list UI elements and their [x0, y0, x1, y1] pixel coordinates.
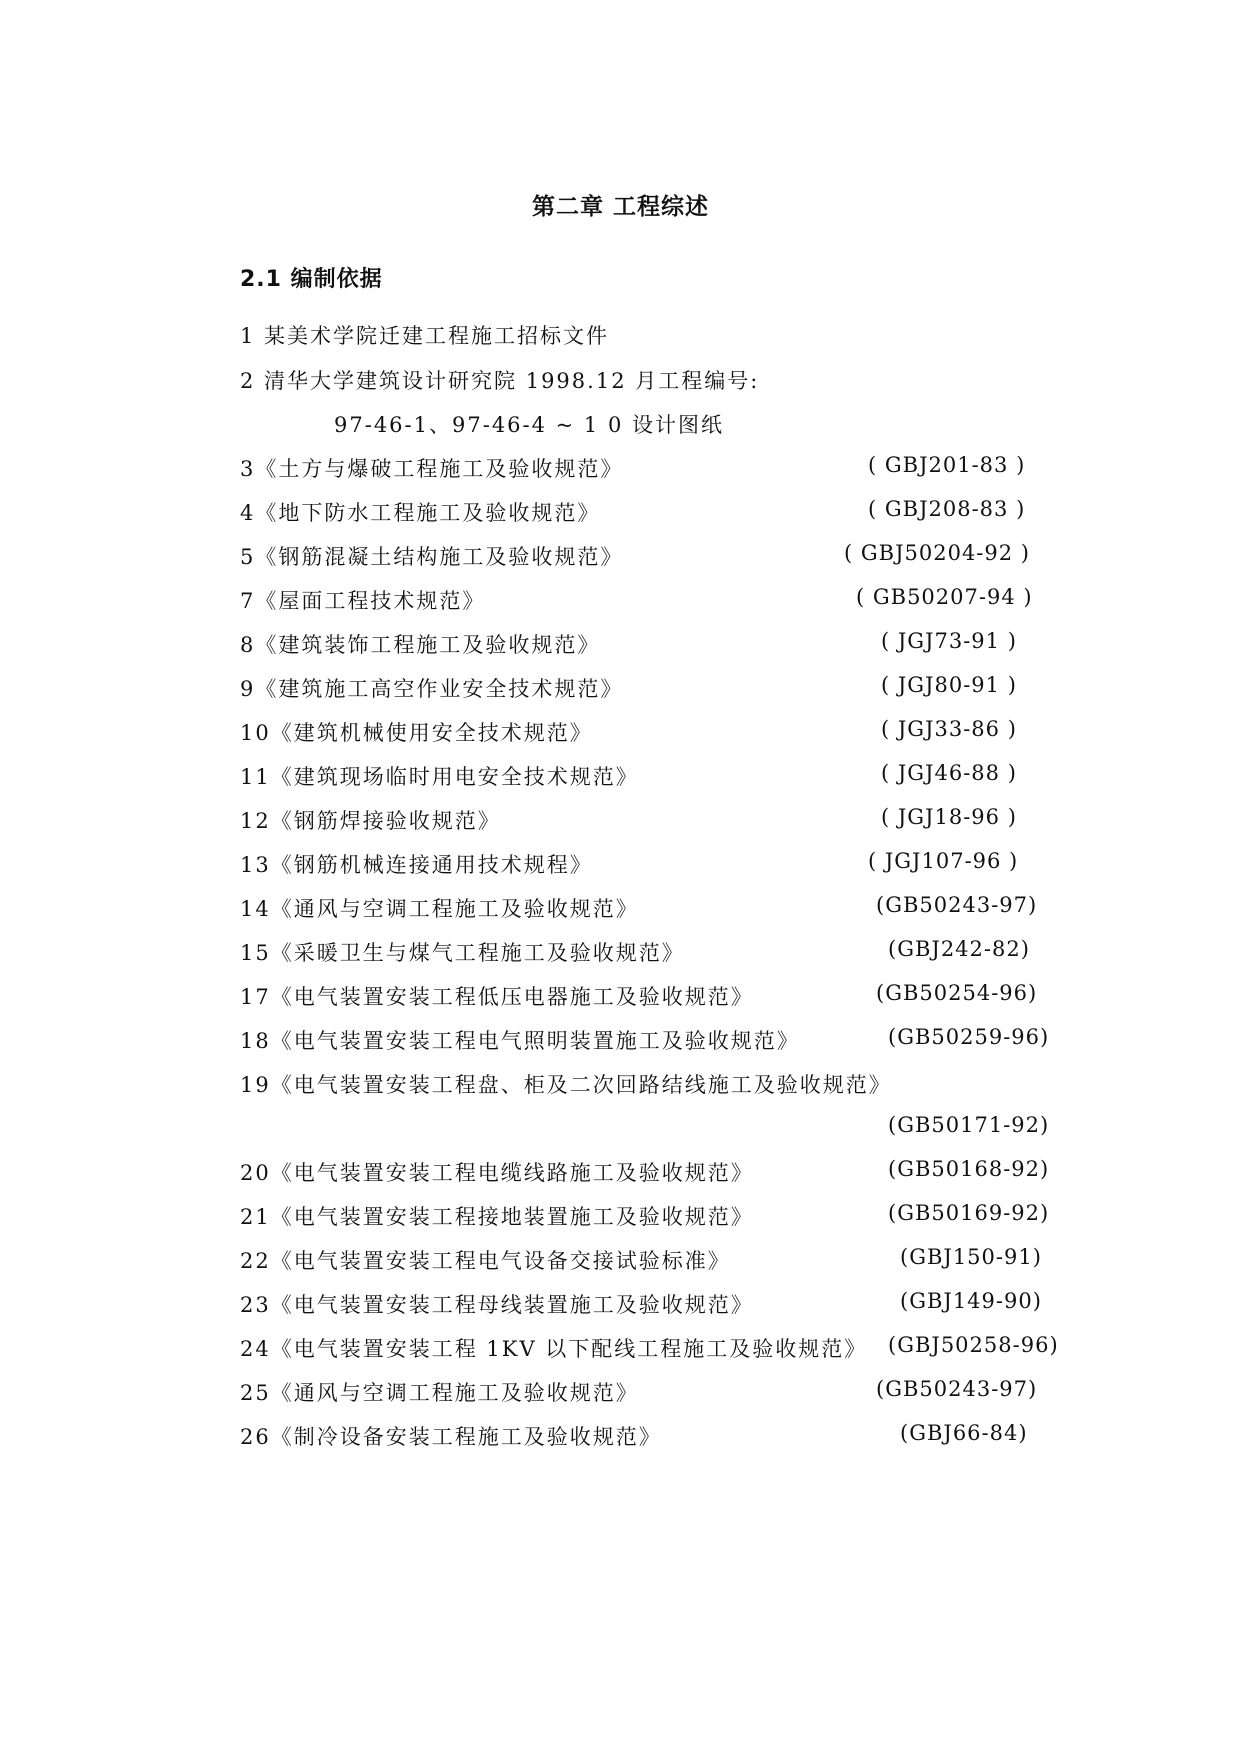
- reference-title: 7《屋面工程技术规范》: [240, 589, 486, 613]
- reference-title: 5《钢筋混凝土结构施工及验收规范》: [240, 545, 624, 569]
- reference-title: 3《土方与爆破工程施工及验收规范》: [240, 457, 624, 481]
- reference-title: 4《地下防水工程施工及验收规范》: [240, 501, 601, 525]
- reference-title: 1 某美术学院迁建工程施工招标文件: [240, 324, 610, 348]
- reference-title: 22《电气装置安装工程电气设备交接试验标准》: [240, 1249, 731, 1273]
- reference-item: [0, 1157, 1241, 1187]
- reference-item: [0, 1025, 1241, 1055]
- reference-item: [0, 893, 1241, 923]
- reference-title: 20《电气装置安装工程电缆线路施工及验收规范》: [240, 1161, 754, 1185]
- reference-item: [0, 981, 1241, 1011]
- reference-title: 19《电气装置安装工程盘、柜及二次回路结线施工及验收规范》: [240, 1073, 892, 1097]
- chapter-title: 第二章 工程综述: [531, 194, 709, 220]
- reference-title: 17《电气装置安装工程低压电器施工及验收规范》: [240, 985, 754, 1009]
- reference-title: 97-46-1、97-46-4 ~ 1 0 设计图纸: [334, 413, 725, 437]
- reference-title: 25《通风与空调工程施工及验收规范》: [240, 1381, 639, 1405]
- reference-item: [0, 1333, 1241, 1363]
- reference-item: [0, 409, 1241, 439]
- reference-code: ( JGJ80-91 ): [881, 673, 1017, 697]
- reference-title: 23《电气装置安装工程母线装置施工及验收规范》: [240, 1293, 754, 1317]
- reference-title: 18《电气装置安装工程电气照明装置施工及验收规范》: [240, 1029, 800, 1053]
- reference-title: 14《通风与空调工程施工及验收规范》: [240, 897, 639, 921]
- reference-code: ( JGJ18-96 ): [881, 805, 1017, 829]
- reference-item: [0, 1421, 1241, 1451]
- reference-title: 15《采暖卫生与煤气工程施工及验收规范》: [240, 941, 685, 965]
- reference-title: 26《制冷设备安装工程施工及验收规范》: [240, 1425, 662, 1449]
- reference-title: 8《建筑装饰工程施工及验收规范》: [240, 633, 601, 657]
- reference-item: [0, 365, 1241, 395]
- reference-item: [0, 761, 1241, 791]
- reference-code: (GBJ50258-96): [888, 1333, 1059, 1357]
- reference-title: 9《建筑施工高空作业安全技术规范》: [240, 677, 624, 701]
- reference-code: (GB50171-92): [888, 1113, 1050, 1137]
- reference-item: [0, 497, 1241, 527]
- reference-item: [0, 585, 1241, 615]
- reference-code: ( JGJ73-91 ): [881, 629, 1017, 653]
- reference-code: (GB50168-92): [888, 1157, 1050, 1181]
- reference-item: [0, 541, 1241, 571]
- reference-item: [0, 1069, 1241, 1099]
- reference-item: [0, 1289, 1241, 1319]
- reference-code: (GBJ242-82): [888, 937, 1030, 961]
- reference-title: 11《建筑现场临时用电安全技术规范》: [240, 765, 639, 789]
- reference-code: (GB50254-96): [876, 981, 1038, 1005]
- reference-code: (GBJ150-91): [900, 1245, 1042, 1269]
- reference-code: ( GBJ50204-92 ): [844, 541, 1030, 565]
- reference-title: 24《电气装置安装工程 1KV 以下配线工程施工及验收规范》: [240, 1337, 868, 1361]
- reference-title: 10《建筑机械使用安全技术规范》: [240, 721, 593, 745]
- reference-item: [0, 1377, 1241, 1407]
- reference-code: (GB50243-97): [876, 893, 1038, 917]
- reference-code: ( GBJ208-83 ): [868, 497, 1026, 521]
- reference-item: [0, 849, 1241, 879]
- reference-code: ( JGJ46-88 ): [881, 761, 1017, 785]
- reference-title: 13《钢筋机械连接通用技术规程》: [240, 853, 593, 877]
- reference-item: [0, 717, 1241, 747]
- reference-code: (GB50169-92): [888, 1201, 1050, 1225]
- reference-title: 12《钢筋焊接验收规范》: [240, 809, 501, 833]
- reference-code: ( GB50207-94 ): [856, 585, 1033, 609]
- reference-code: ( JGJ107-96 ): [868, 849, 1019, 873]
- reference-item: [0, 1113, 1241, 1143]
- section-title: 2.1 编制依据: [240, 267, 383, 292]
- reference-code: (GB50259-96): [888, 1025, 1050, 1049]
- reference-code: (GB50243-97): [876, 1377, 1038, 1401]
- reference-code: ( JGJ33-86 ): [881, 717, 1017, 741]
- reference-item: [0, 1201, 1241, 1231]
- reference-code: ( GBJ201-83 ): [868, 453, 1026, 477]
- reference-code: (GBJ149-90): [900, 1289, 1042, 1313]
- reference-item: [0, 937, 1241, 967]
- reference-item: [0, 453, 1241, 483]
- reference-title: 21《电气装置安装工程接地装置施工及验收规范》: [240, 1205, 754, 1229]
- reference-code: (GBJ66-84): [900, 1421, 1028, 1445]
- reference-item: [0, 805, 1241, 835]
- reference-item: [0, 320, 1241, 350]
- reference-item: [0, 1245, 1241, 1275]
- reference-item: [0, 673, 1241, 703]
- reference-title: 2 清华大学建筑设计研究院 1998.12 月工程编号:: [240, 369, 760, 393]
- reference-item: [0, 629, 1241, 659]
